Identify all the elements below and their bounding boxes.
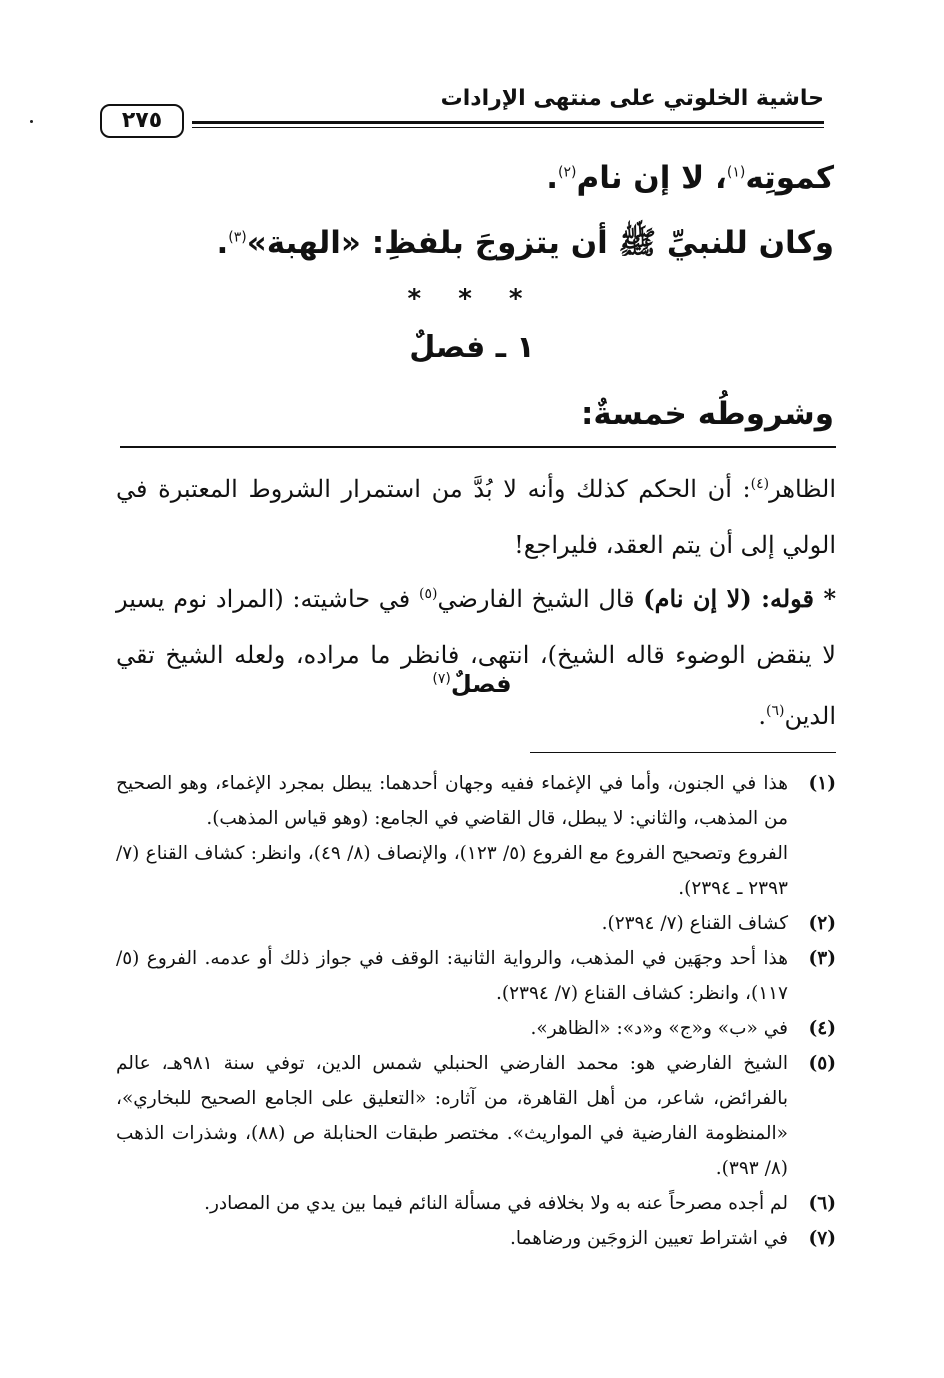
running-header-title: حاشية الخلوتي على منتهى الإرادات — [440, 86, 824, 111]
footnote-number: (٧) — [808, 1228, 836, 1249]
main-line-1-text: كموتِه — [745, 160, 834, 196]
footnote-number: (٢) — [808, 913, 836, 934]
main-line-2 — [114, 224, 834, 269]
footnote-2 — [116, 906, 836, 941]
main-line-2-text: وكان للنبيِّ ﷺ أن يتزوجَ بلفظِ: «الهبة» — [246, 225, 834, 261]
commentary-divider — [120, 446, 836, 448]
main-line-1-mid: ، لا إن نام — [576, 160, 727, 196]
commentary-2-b: في حاشيته: (المراد نوم يسير لا ينقض الوضوء قاله الشيخ)، انتهى، فانظر ما مراده، ولعله الشيخ تقي الدين — [116, 585, 836, 730]
footnote-text: هذا أحد وجهَين في المذهب، والرواية الثانية: الوقف في جواز ذلك أو عدمه. الفروع (٥/ ١١٧)، وانظر: كشاف القناع (٧/ ٢٣٩٤). — [116, 948, 788, 1004]
footnote-number: (١) — [808, 773, 836, 794]
commentary-sub-heading — [0, 670, 944, 698]
margin-speck — [30, 120, 33, 123]
footnote-text: في «ب» و«ج» و«د»: «الظاهر». — [530, 1018, 788, 1039]
commentary-2-a: قال الشيخ الفارضي — [437, 585, 644, 613]
header-rule-thin — [192, 127, 824, 128]
header-rule-thick — [192, 121, 824, 124]
footnotes-divider — [530, 752, 836, 753]
footnote-ref-2[interactable]: (٢) — [558, 164, 577, 181]
sub-heading-text: فصلٌ — [450, 670, 512, 698]
footnote-1-continuation: الفروع وتصحيح الفروع مع الفروع (٥/ ١٢٣)، والإنصاف (٨/ ٤٩)، وانظر: كشاف القناع (٧/ ٢٣٩٣ ـ ٢٣٩٤). — [116, 843, 788, 899]
commentary-2-lead: * قوله: (لا إن نام) — [643, 584, 836, 613]
footnote-ref-6[interactable]: (٦) — [766, 703, 785, 719]
footnote-6 — [116, 1186, 836, 1221]
commentary-1-rest: : أن الحكم كذلك وأنه لا بُدَّ من استمرار الشروط المعتبرة في الولي إلى أن يتم العقد، فليراجع! — [116, 475, 836, 559]
footnote-ref-4[interactable]: (٤) — [750, 476, 770, 492]
footnote-number: (٣) — [808, 948, 836, 969]
footnote-ref-1[interactable]: (١) — [726, 164, 746, 181]
footnote-ref-7[interactable]: (٧) — [432, 671, 451, 687]
footnote-number: (٥) — [808, 1053, 836, 1074]
footnote-3 — [116, 941, 836, 1011]
footnote-number: (٦) — [808, 1193, 836, 1214]
section-heading: ١ ـ فصلٌ — [409, 330, 535, 365]
footnote-1 — [116, 766, 836, 836]
main-line-1-end: . — [546, 160, 559, 196]
commentary-paragraph-2 — [116, 566, 836, 744]
footnote-5 — [116, 1046, 836, 1186]
footnote-text: الشيخ الفارضي هو: محمد الفارضي الحنبلي شمس الدين، توفي سنة ٩٨١هـ، عالم بالفرائض، شاعر، من أهل القاهرة، من آثاره: «التعليق على الجامع الصحيح للبخاري»، «المنظومة الفارضية في المواريث». مختصر طبقات الحنابلة ص (٨٨)، وشذرات الذهب (٨/ ٣٩٣). — [116, 1053, 789, 1179]
footnotes-section — [116, 766, 836, 1256]
footnote-text: كشاف القناع (٧/ ٢٣٩٤). — [601, 913, 788, 934]
footnote-text: لم أجده مصرحاً عنه به ولا بخلافه في مسألة النائم فيما بين يدي من المصادر. — [204, 1193, 788, 1214]
commentary-paragraph-1 — [116, 456, 836, 573]
footnote-text: في اشتراط تعيين الزوجَين ورضاهما. — [510, 1228, 788, 1249]
main-line-2-end: . — [216, 225, 229, 261]
footnote-4 — [116, 1011, 836, 1046]
footnote-ref-3[interactable]: (٣) — [228, 229, 247, 246]
section-separator-stars: * * * — [407, 284, 537, 314]
footnote-7 — [116, 1221, 836, 1256]
footnote-number: (٤) — [808, 1018, 836, 1039]
footnote-text: هذا في الجنون، وأما في الإغماء ففيه وجهان أحدهما: يبطل بمجرد الإغماء، وهو الصحيح من المذهب، والثاني: لا يبطل، قال القاضي في الجامع: (وهو قياس المذهب). — [116, 773, 788, 829]
page-number: ٢٧٥ — [100, 104, 184, 138]
main-line-1 — [114, 160, 834, 196]
footnote-ref-5[interactable]: (٥) — [418, 586, 438, 602]
main-line-3: وشروطُه خمسةٌ: — [581, 396, 834, 432]
commentary-2-end: . — [758, 702, 766, 730]
commentary-1-start: الظاهر — [769, 475, 836, 503]
